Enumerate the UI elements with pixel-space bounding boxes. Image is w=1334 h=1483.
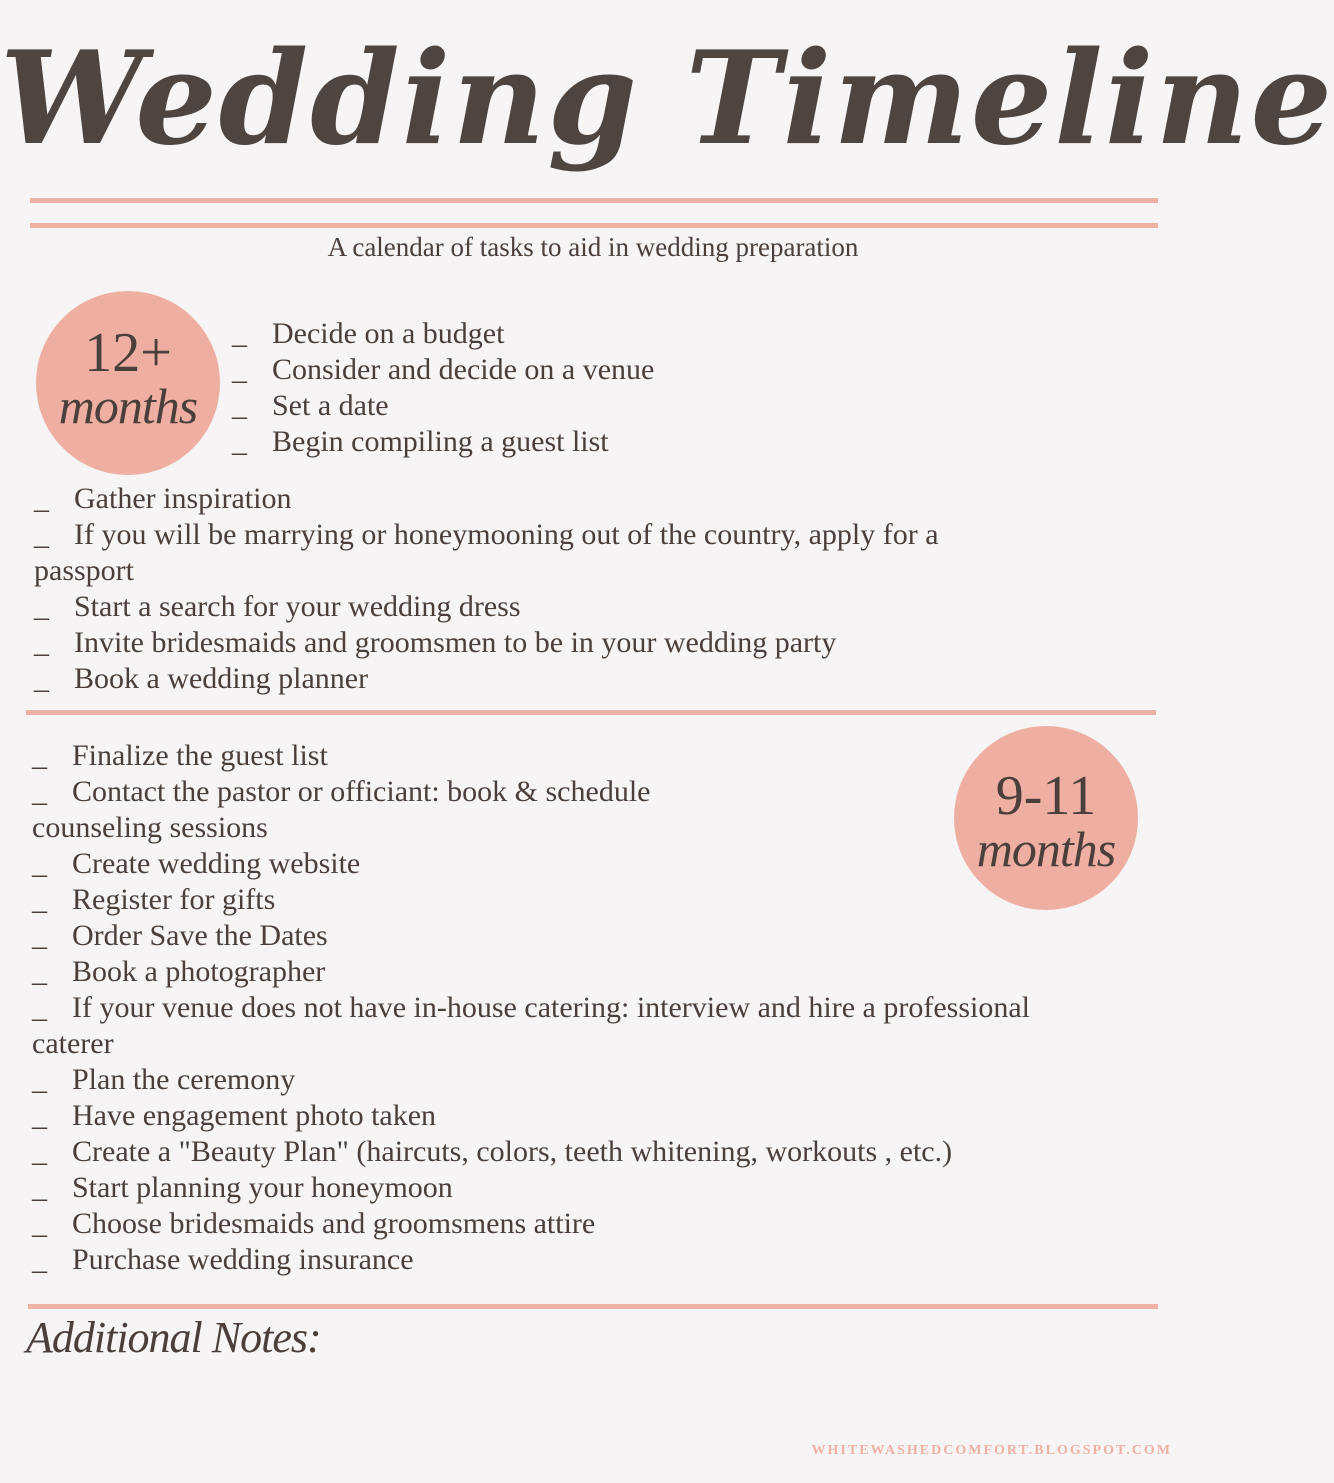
task-item	[32, 1242, 1030, 1278]
task-text: Finalize the guest list	[72, 739, 328, 772]
task-text: Consider and decide on a venue	[272, 353, 655, 386]
task-text: Choose bridesmaids and groomsmens attire	[72, 1207, 596, 1240]
checkbox-blank[interactable]: _	[32, 1063, 47, 1096]
task-text: Invite bridesmaids and groomsmen to be in your wedding party	[74, 626, 837, 659]
badge-number: 12+	[84, 322, 172, 384]
task-text: Register for gifts	[72, 883, 276, 916]
task-text: Begin compiling a guest list	[272, 425, 609, 458]
title-divider-top	[30, 198, 1158, 203]
checkbox-blank[interactable]: _	[232, 317, 247, 350]
task-text: Book a wedding planner	[74, 662, 369, 695]
task-item	[32, 774, 1030, 810]
task-text: passport	[34, 554, 134, 587]
checkbox-blank[interactable]: _	[32, 1243, 47, 1276]
badge-unit: months	[58, 378, 198, 434]
task-text: Have engagement photo taken	[72, 1099, 437, 1132]
task-text: Book a photographer	[72, 955, 326, 988]
checkbox-blank[interactable]: _	[32, 1171, 47, 1204]
task-item	[32, 1170, 1030, 1206]
checkbox-blank[interactable]: _	[32, 1135, 47, 1168]
task-item	[232, 316, 654, 352]
badge-12-months	[36, 291, 220, 475]
task-item	[232, 388, 654, 424]
task-text: If you will be marrying or honeymooning out of the country, apply for a	[74, 518, 939, 551]
task-text: Gather inspiration	[74, 482, 292, 515]
task-text: Create a "Beauty Plan" (haircuts, colors, teeth whitening, workouts , etc.)	[72, 1135, 953, 1168]
task-item	[32, 738, 1030, 774]
task-text: Create wedding website	[72, 847, 361, 880]
task-item	[32, 846, 1030, 882]
task-text: Contact the pastor or officiant: book & schedule	[72, 775, 651, 808]
task-text: Set a date	[272, 389, 389, 422]
task-text: Start planning your honeymoon	[72, 1171, 453, 1204]
task-text: Decide on a budget	[272, 317, 505, 350]
section-divider	[26, 710, 1156, 715]
task-item	[32, 954, 1030, 990]
task-text: If your venue does not have in-house catering: interview and hire a professional	[72, 991, 1031, 1024]
checkbox-blank[interactable]: _	[34, 626, 49, 659]
checkbox-blank[interactable]: _	[32, 1207, 47, 1240]
task-item	[32, 1206, 1030, 1242]
checkbox-blank[interactable]: _	[32, 883, 47, 916]
task-text: Start a search for your wedding dress	[74, 590, 521, 623]
task-item	[34, 481, 939, 517]
checkbox-blank[interactable]: _	[32, 955, 47, 988]
checkbox-blank[interactable]: _	[232, 425, 247, 458]
task-text: Plan the ceremony	[72, 1063, 296, 1096]
page-title: Wedding Timeline	[0, 24, 1334, 174]
task-item	[32, 918, 1030, 954]
task-text: Purchase wedding insurance	[72, 1243, 414, 1276]
checkbox-blank[interactable]: _	[32, 919, 47, 952]
task-text: counseling sessions	[32, 811, 268, 844]
checkbox-blank[interactable]: _	[232, 389, 247, 422]
checkbox-blank[interactable]: _	[232, 353, 247, 386]
task-item	[232, 424, 654, 460]
checkbox-blank[interactable]: _	[32, 847, 47, 880]
task-item	[32, 1026, 1030, 1062]
task-item	[232, 352, 654, 388]
title-divider-bottom	[30, 223, 1158, 228]
additional-notes-label: Additional Notes:	[26, 1313, 321, 1362]
checkbox-blank[interactable]: _	[34, 518, 49, 551]
checkbox-blank[interactable]: _	[32, 1099, 47, 1132]
task-text: Order Save the Dates	[72, 919, 328, 952]
footer-url: WHITEWASHEDCOMFORT.BLOGSPOT.COM	[811, 1443, 1172, 1458]
badge-unit: months	[976, 821, 1116, 877]
task-list-12-months-b	[34, 481, 939, 697]
task-item	[34, 517, 939, 553]
task-list-9-11-months	[32, 738, 1030, 1278]
checkbox-blank[interactable]: _	[32, 775, 47, 808]
notes-divider	[28, 1304, 1158, 1309]
checkbox-blank[interactable]: _	[32, 739, 47, 772]
checkbox-blank[interactable]: _	[34, 482, 49, 515]
subtitle: A calendar of tasks to aid in wedding preparation	[327, 232, 859, 262]
task-item	[32, 1062, 1030, 1098]
badge-number: 9-11	[995, 765, 1097, 827]
task-item	[34, 661, 939, 697]
task-item	[32, 990, 1030, 1026]
task-item	[34, 589, 939, 625]
checkbox-blank[interactable]: _	[34, 662, 49, 695]
task-item	[32, 810, 1030, 846]
task-text: caterer	[32, 1027, 114, 1060]
checkbox-blank[interactable]: _	[32, 991, 47, 1024]
task-item	[32, 882, 1030, 918]
task-item	[32, 1098, 1030, 1134]
task-item	[34, 625, 939, 661]
checkbox-blank[interactable]: _	[34, 590, 49, 623]
task-item	[34, 553, 939, 589]
task-item	[32, 1134, 1030, 1170]
task-list-12-months-a	[232, 316, 654, 460]
